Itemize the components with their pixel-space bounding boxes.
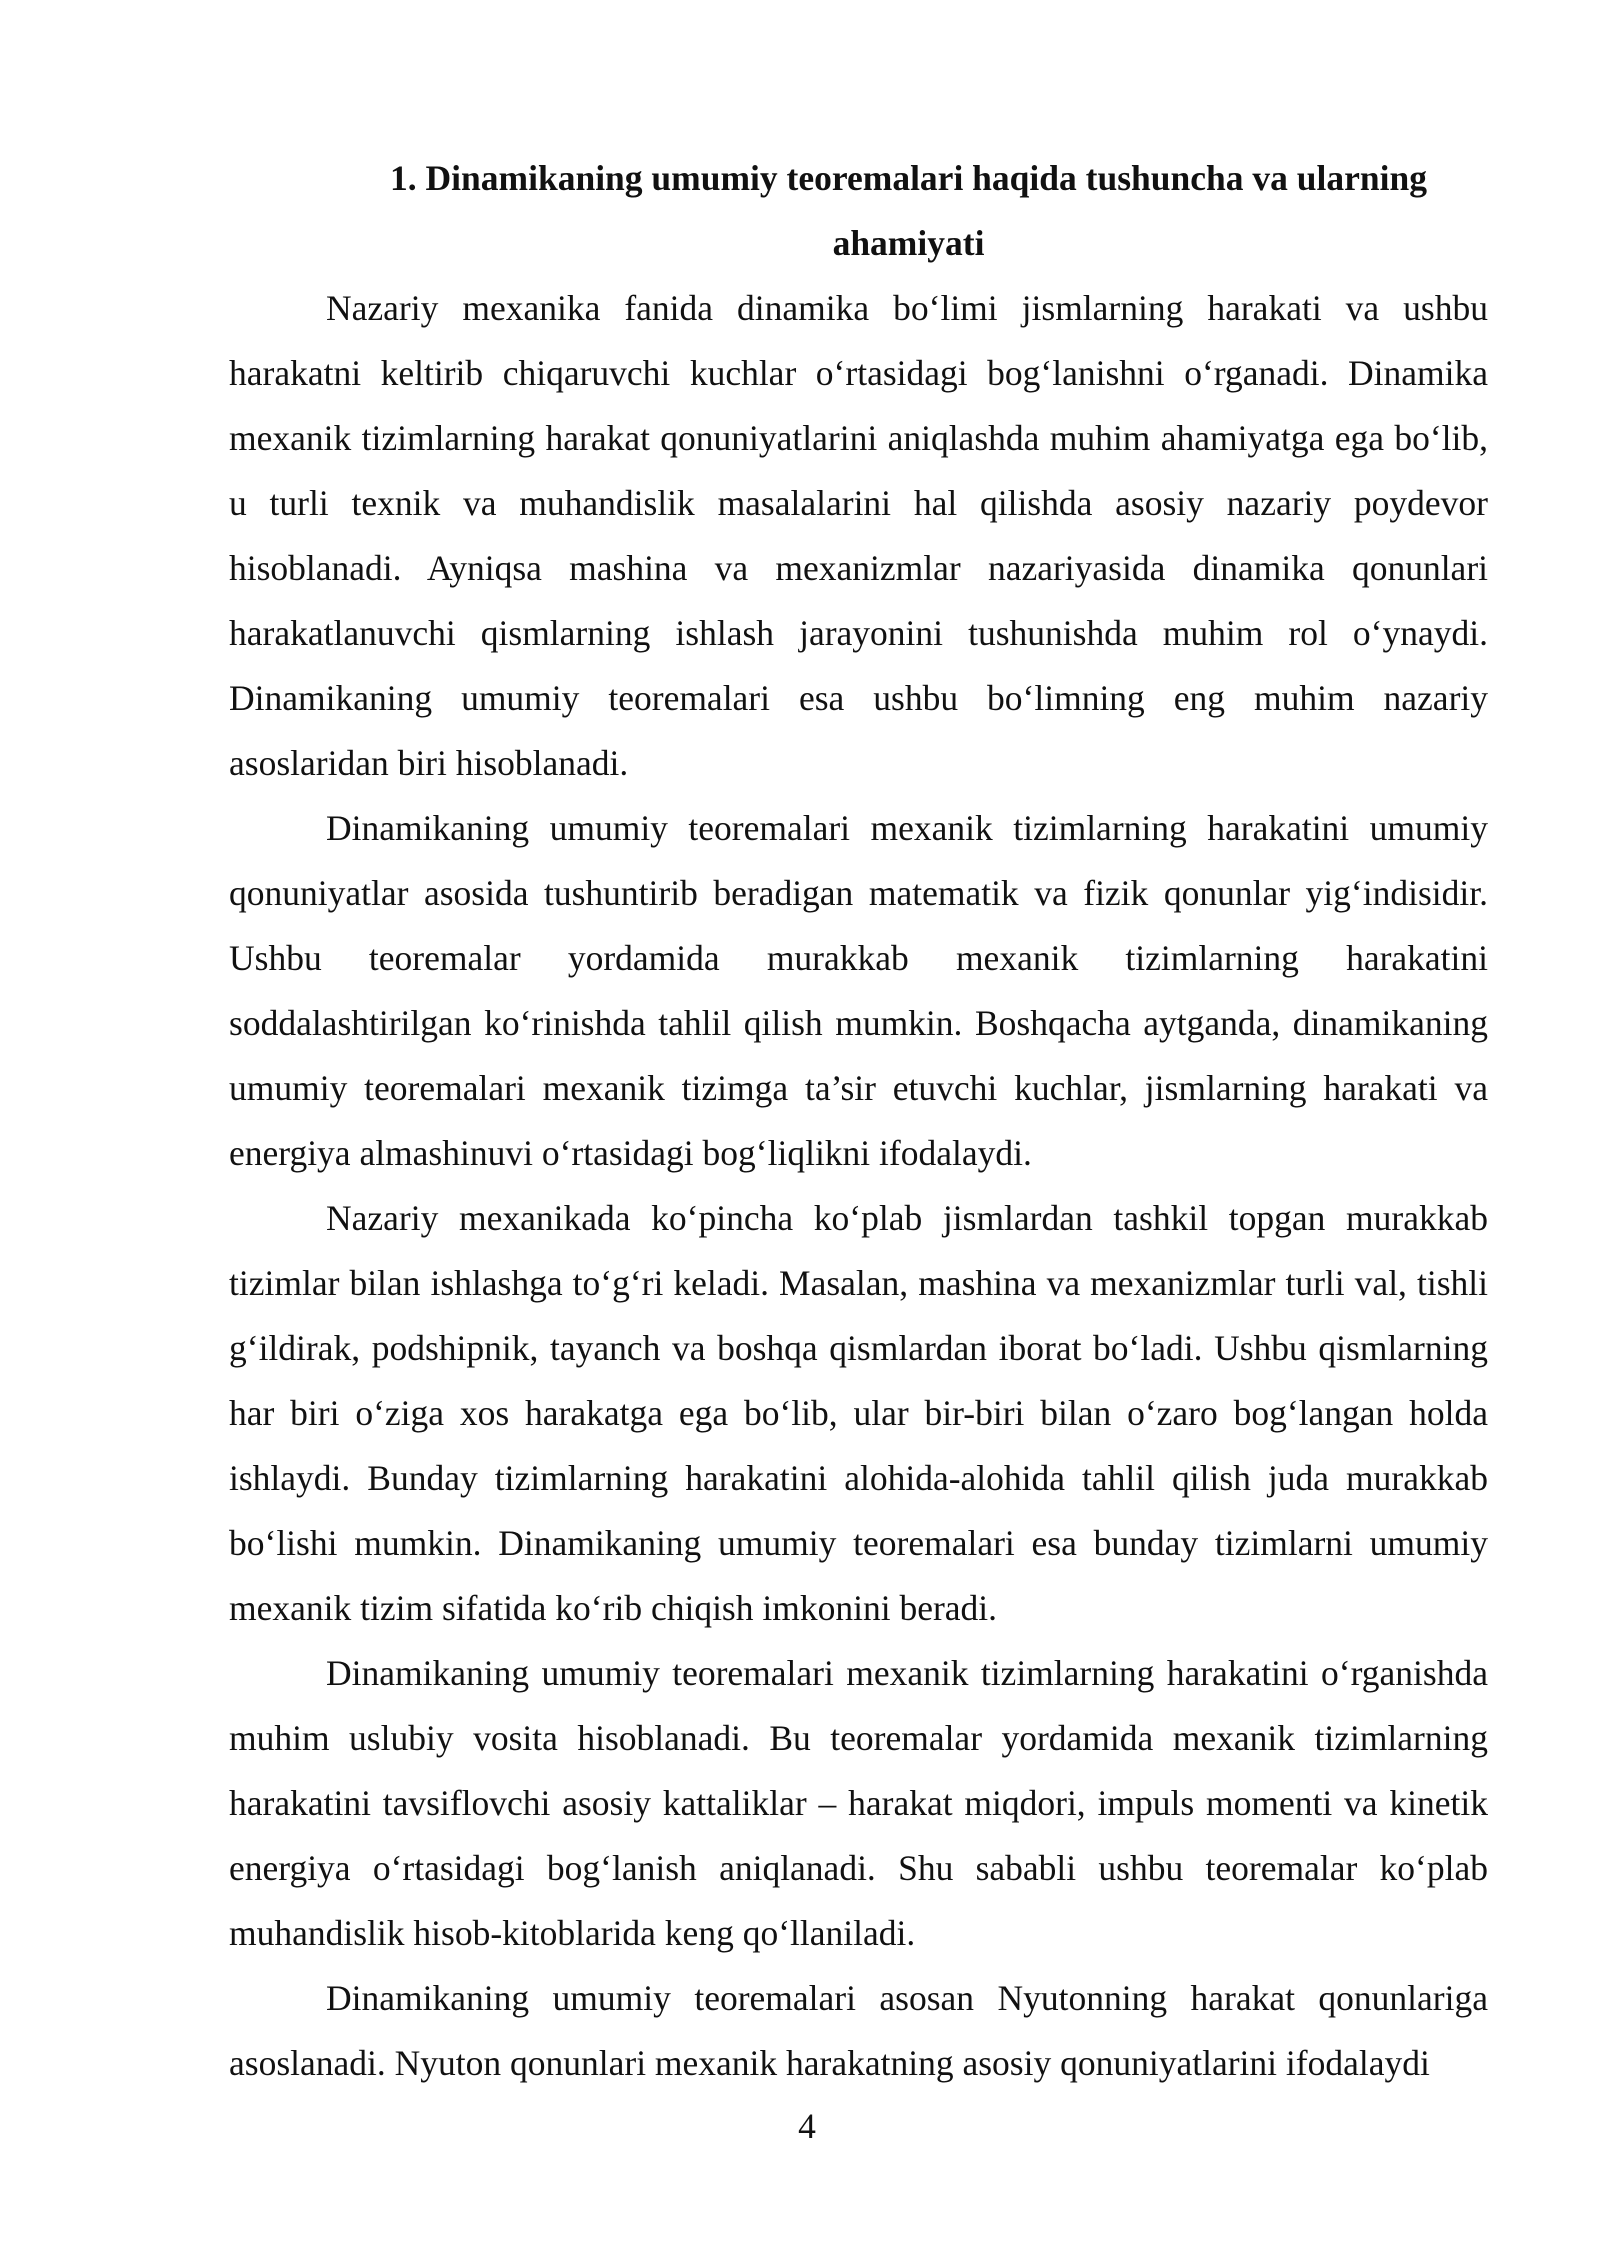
body-paragraph: Dinamikaning umumiy teoremalari mexanik tizimlarning harakatini o‘rganishda muhim uslubiy vosita hisoblanadi. Bu teoremalar yordamida mexanik tizimlarning harakatini tavsiflovchi asosiy kattaliklar – harakat miqdori, impuls momenti va kinetik energiya o‘rtasidagi bog‘lanish aniqlanadi. Shu sababli ushbu teoremalar ko‘plab muhandislik hisob-kitoblarida keng qo‘llaniladi.: [229, 1653, 1488, 1953]
section-heading: 1. Dinamikaning umumiy teoremalari haqida tushuncha va ularning ahamiyati: [390, 158, 1427, 263]
page-content: [229, 146, 1488, 2096]
body-paragraph: Dinamikaning umumiy teoremalari asosan Nyutonning harakat qonunlariga asoslanadi. Nyuton qonunlari mexanik harakatning asosiy qonuniyatlarini ifodalaydi: [229, 1978, 1488, 2083]
body-paragraph: Dinamikaning umumiy teoremalari mexanik tizimlarning harakatini umumiy qonuniyatlar asosida tushuntirib beradigan matematik va fizik qonunlar yig‘indisidir. Ushbu teoremalar yordamida murakkab mexanik tizimlarning harakatini soddalashtirilgan ko‘rinishda tahlil qilish mumkin. Boshqacha aytganda, dinamikaning umumiy teoremalari mexanik tizimga ta’sir etuvchi kuchlar, jismlarning harakati va energiya almashinuvi o‘rtasidagi bog‘liqlikni ifodalaydi.: [229, 808, 1488, 1173]
body-paragraph: Nazariy mexanika fanida dinamika bo‘limi jismlarning harakati va ushbu harakatni keltirib chiqaruvchi kuchlar o‘rtasidagi bog‘lanishni o‘rganadi. Dinamika mexanik tizimlarning harakat qonuniyatlarini aniqlashda muhim ahamiyatga ega bo‘lib, u turli texnik va muhandislik masalalarini hal qilishda asosiy nazariy poydevor hisoblanadi. Ayniqsa mashina va mexanizmlar nazariyasida dinamika qonunlari harakatlanuvchi qismlarning ishlash jarayonini tushunishda muhim rol o‘ynaydi. Dinamikaning umumiy teoremalari esa ushbu bo‘limning eng muhim nazariy asoslaridan biri hisoblanadi.: [229, 288, 1488, 783]
page-number: 4: [798, 2106, 816, 2146]
body-paragraph: Nazariy mexanikada ko‘pincha ko‘plab jismlardan tashkil topgan murakkab tizimlar bilan ishlashga to‘g‘ri keladi. Masalan, mashina va mexanizmlar turli val, tishli g‘ildirak, podshipnik, tayanch va boshqa qismlardan iborat bo‘ladi. Ushbu qismlarning har biri o‘ziga xos harakatga ega bo‘lib, ular bir-biri bilan o‘zaro bog‘langan holda ishlaydi. Bunday tizimlarning harakatini alohida-alohida tahlil qilish juda murakkab bo‘lishi mumkin. Dinamikaning umumiy teoremalari esa bunday tizimlarni umumiy mexanik tizim sifatida ko‘rib chiqish imkonini beradi.: [229, 1198, 1488, 1628]
